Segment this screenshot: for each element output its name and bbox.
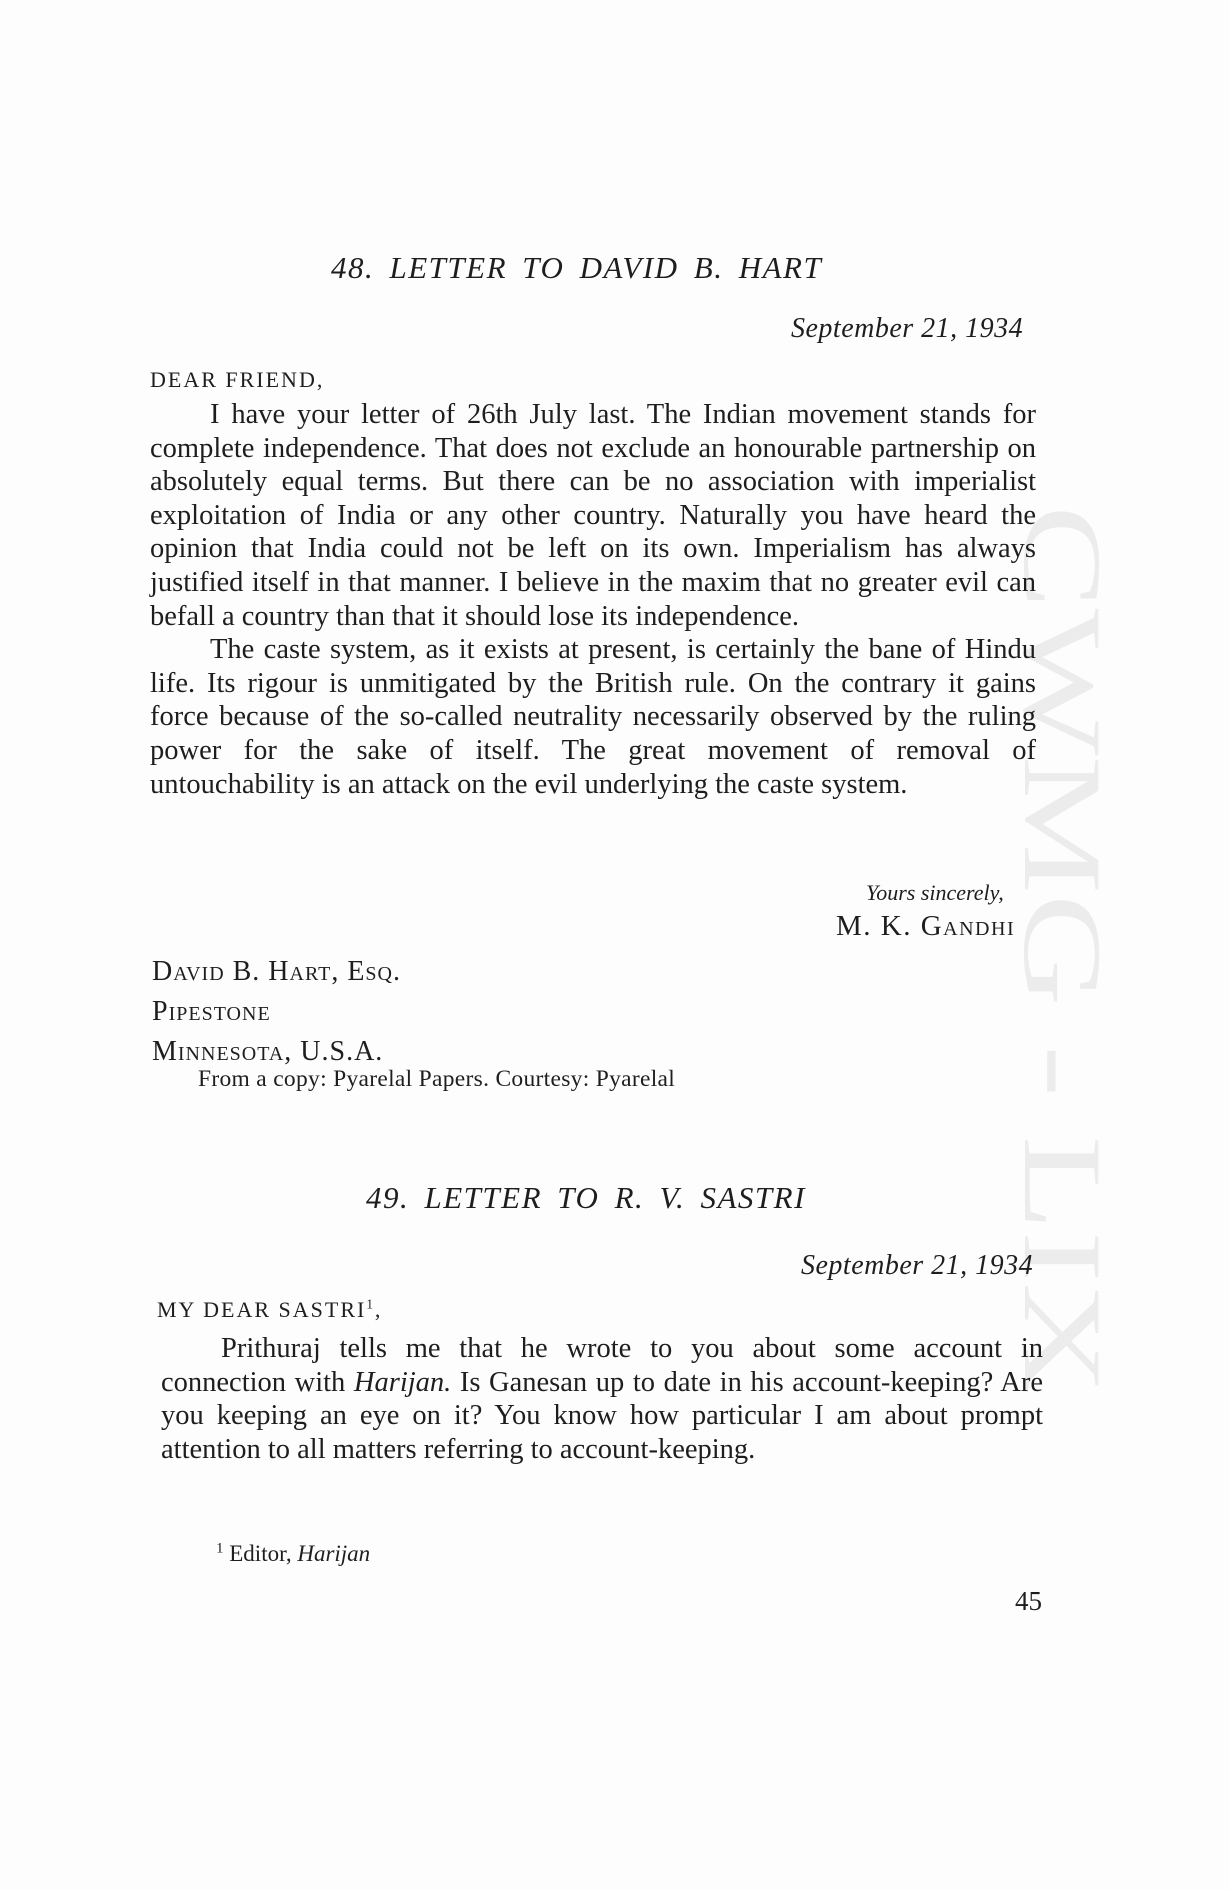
footnote-marker: 1 <box>216 1540 224 1557</box>
letter-48-paragraph-1: I have your letter of 26th July last. The Indian movement stands for complete independence. That does not exclude an honourable partnership on absolutely equal terms. But there can be no association with imperialist exploitation of India or any other country. Naturally you have heard the opinion that India could not be left on its own. Imperialism has always justified itself in that manner. I believe in the maxim that no greater evil can befall a country than that it should lose its independence. <box>150 399 1036 632</box>
address-line-3: Minnesota, U.S.A. <box>152 1036 384 1067</box>
paragraph-text-continued: Is Ganesan up to date in his account-keeping? Are you keeping an eye on it? You know how particular I am about prompt attention to all matters referring to account-keeping. <box>161 1366 1043 1465</box>
address-line-1: David B. Hart, Esq. <box>152 956 401 987</box>
harijan-italic: Harijan. <box>353 1366 452 1398</box>
letter-48-signature: M. K. Gandhi <box>836 910 1016 942</box>
letter-48-date: September 21, 1934 <box>791 313 1024 344</box>
footnote-italic: Harijan <box>297 1541 371 1566</box>
letter-48-body <box>150 398 1036 801</box>
page-number: 45 <box>1015 1586 1042 1616</box>
address-line-2: Pipestone <box>152 996 271 1027</box>
letter-48-address <box>152 952 401 1072</box>
paragraph-text: Prithuraj tells me that he wrote to you about some account in connection with <box>161 1333 1043 1398</box>
letter-49-heading: 49. LETTER TO R. V. SASTRI <box>366 1180 806 1215</box>
footnote-text: Editor, <box>229 1541 298 1566</box>
footnote <box>216 1541 370 1567</box>
letter-49-date: September 21, 1934 <box>801 1250 1034 1281</box>
salutation-comma: , <box>374 1297 383 1322</box>
salutation-text: MY DEAR SASTRI <box>157 1297 367 1322</box>
watermark-text: CWMG - LIX <box>1000 505 1124 1146</box>
letter-48-closing: Yours sincerely, <box>866 880 1004 905</box>
letter-49-salutation <box>157 1297 382 1323</box>
letter-48-salutation: DEAR FRIEND, <box>150 367 325 392</box>
footnote-reference: 1 <box>366 1296 375 1312</box>
letter-49-paragraph-1 <box>161 1332 1043 1466</box>
letter-48-source: From a copy: Pyarelal Papers. Courtesy: Pyarelal <box>198 1066 676 1092</box>
letter-48-heading: 48. LETTER TO DAVID B. HART <box>331 250 823 285</box>
letter-49-body <box>161 1332 1043 1466</box>
letter-48-paragraph-2: The caste system, as it exists at present, is certainly the bane of Hindu life. Its rigour is unmitigated by the British rule. On the contrary it gains force because of the so-called neutrality necessarily observed by the ruling power for the sake of itself. The great movement of removal of untouchability is an attack on the evil underlying the caste system. <box>150 634 1036 800</box>
